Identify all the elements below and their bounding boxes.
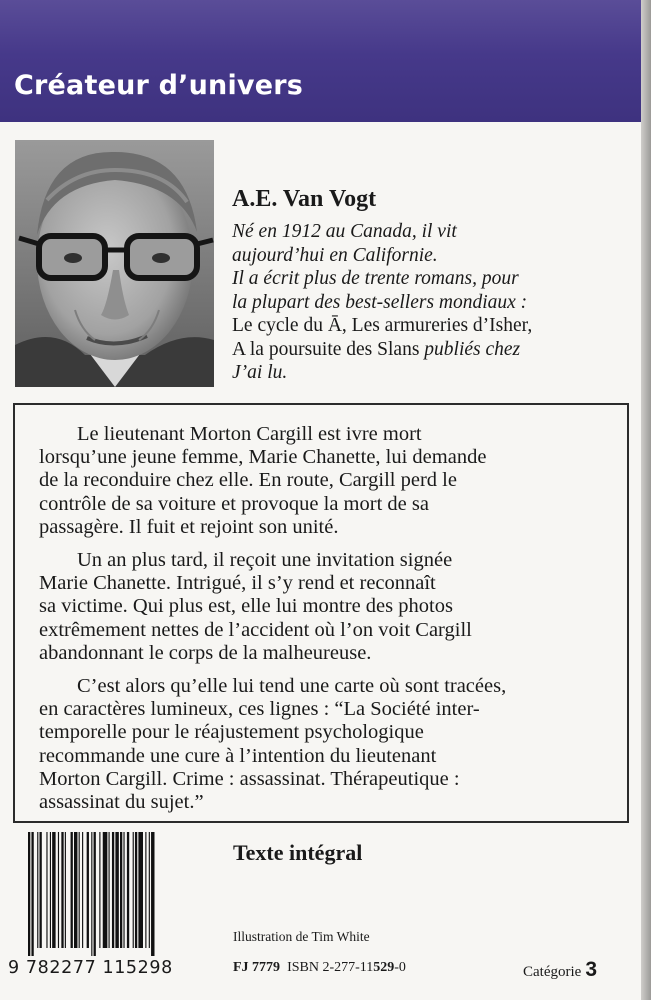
barcode-bar [94,832,96,956]
barcode-bar [61,832,63,948]
barcode [28,832,208,956]
category-number: 3 [585,958,597,981]
barcode-bar [109,832,110,948]
synopsis-line: extrêmement nettes de l’accident où l’on voit Cargill [39,618,472,641]
barcode-bar [31,832,33,956]
bio-line: Né en 1912 au Canada, il vit [232,221,457,242]
works-titles: A la poursuite des Slans [232,338,425,360]
synopsis-line: passagère. Il fuit et rejoint son unité. [39,515,339,538]
series-title: Créateur d’univers [14,70,303,101]
barcode-bar [91,832,92,956]
header-band [0,0,641,122]
synopsis-line: contrôle de sa voiture et provoque la mort de sa [39,492,429,515]
synopsis-line: Le lieutenant Morton Cargill est ivre mort [77,423,422,445]
barcode-bar [82,832,83,948]
barcode-bar [127,832,129,948]
synopsis-line: lorsqu’une jeune femme, Marie Chanette, lui demande [39,446,487,469]
synopsis-line: abandonnant le corps de la malheureuse. [39,641,372,664]
synopsis-line: assassinat du sujet.” [39,791,204,814]
barcode-bar [123,832,124,948]
barcode-bar [138,832,143,948]
barcode-bar [46,832,47,948]
barcode-bar [103,832,108,948]
barcode-bar [115,832,118,948]
edition-note: Texte intégral [233,840,363,865]
barcode-bar [99,832,100,948]
barcode-bar [74,832,77,948]
author-photo [15,140,214,387]
author-name: A.E. Van Vogt [232,186,377,212]
page-edge [641,0,651,1000]
author-portrait-image [15,140,214,387]
barcode-bar [28,832,30,956]
bio-line: Il a écrit plus de trente romans, pour [232,268,519,289]
synopsis-line: Morton Cargill. Crime : assassinat. Thérapeutique : [39,767,460,790]
synopsis-line: recommande une cure à l’intention du lieutenant [39,744,437,767]
barcode-bar [50,832,51,948]
works-publisher-note: publiés chez [424,338,521,360]
barcode-bar [149,832,150,948]
catalog-reference [233,960,406,976]
synopsis-line: Un an plus tard, il reçoit une invitation signée [77,549,453,571]
barcode-bar [52,832,55,948]
barcode-bar [87,832,89,948]
isbn-suffix: -0 [394,960,406,975]
barcode-bar [71,832,73,948]
synopsis-line: Marie Chanette. Intrigué, il s’y rend et reconnaît [39,572,436,595]
barcode-bar [120,832,122,948]
barcode-digits: 9 782277 115298 [8,958,173,978]
synopsis-box [13,403,629,823]
synopsis-paragraph [39,549,619,665]
synopsis-line: temporelle pour le réajustement psychologique [39,721,424,744]
works-line: Le cycle du Ā, Les armureries d’Isher, [232,315,533,336]
catalog-code: FJ 7779 [233,960,281,975]
barcode-bar [151,832,154,956]
category-label: Catégorie [523,964,582,980]
barcode-bar [135,832,137,948]
illustration-credit: Illustration de Tim White [233,929,370,944]
author-bio [232,220,632,385]
isbn-bold: 529 [373,960,395,975]
synopsis-line: C’est alors qu’elle lui tend une carte où sont tracées, [77,675,507,697]
barcode-bar [58,832,59,948]
synopsis-line: de la reconduire chez elle. En route, Cargill perd le [39,469,457,492]
barcode-bar [40,832,42,948]
category [523,958,597,982]
bio-line: aujourd’hui en Californie. [232,244,438,266]
barcode-bar [133,832,134,948]
barcode-bar [145,832,146,948]
synopsis-paragraph [39,675,619,814]
synopsis-paragraph [39,423,619,539]
barcode-bar [37,832,38,948]
barcode-bar [65,832,66,948]
isbn-prefix: ISBN 2-277-11 [287,960,374,975]
works-publisher: J’ai lu. [232,362,288,383]
synopsis-line: en caractères lumineux, ces lignes : “La Société inter- [39,698,480,721]
barcode-bar [79,832,80,948]
bio-line: la plupart des best-sellers mondiaux : [232,291,528,313]
barcode-bar [112,832,114,948]
synopsis-line: sa victime. Qui plus est, elle lui montre des photos [39,595,453,618]
works-line [232,338,632,362]
